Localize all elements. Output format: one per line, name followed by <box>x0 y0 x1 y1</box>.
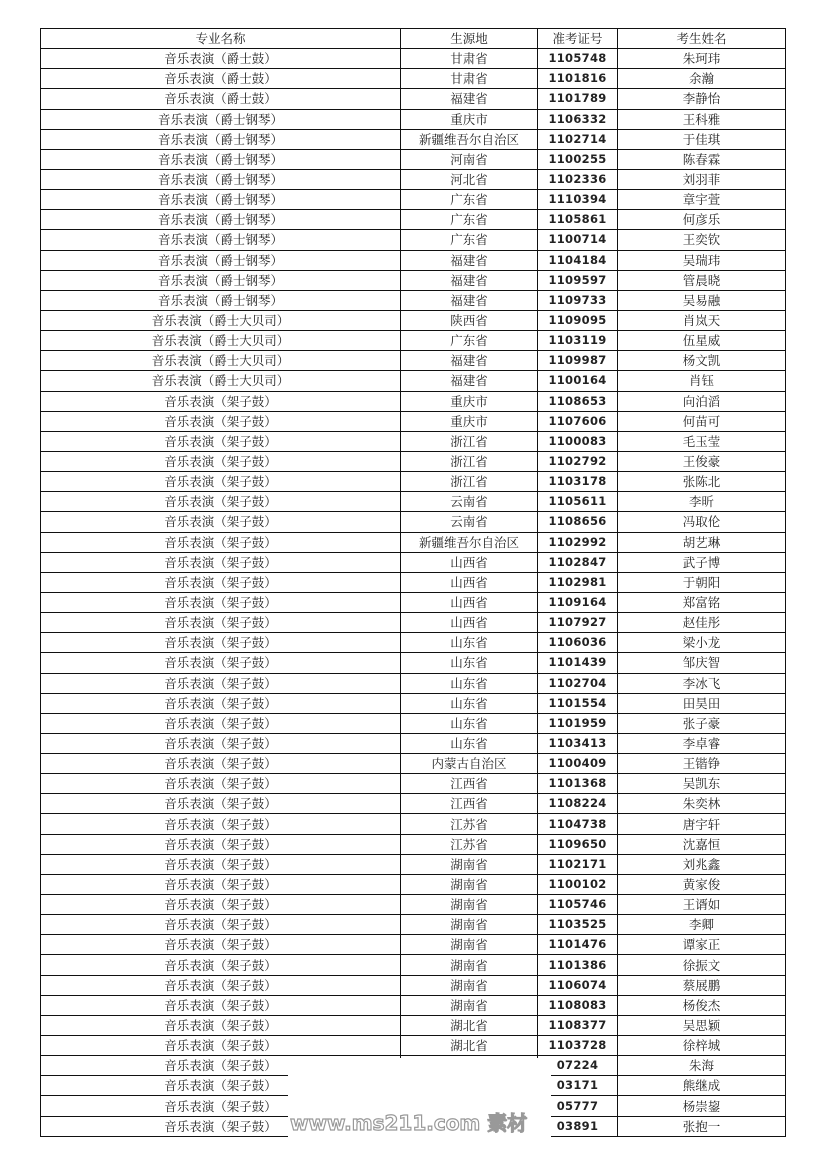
cell-exam-id: 1109650 <box>538 834 618 854</box>
cell-exam-id: 1103525 <box>538 915 618 935</box>
cell-major: 音乐表演（架子鼓） <box>41 572 401 592</box>
cell-origin: 河南省 <box>401 149 538 169</box>
cell-major: 音乐表演（架子鼓） <box>41 935 401 955</box>
cell-origin: 浙江省 <box>401 451 538 471</box>
cell-exam-id: 1103178 <box>538 472 618 492</box>
cell-origin: 重庆市 <box>401 391 538 411</box>
cell-origin: 甘肃省 <box>401 69 538 89</box>
cell-major: 音乐表演（架子鼓） <box>41 915 401 935</box>
cell-major: 音乐表演（爵士鼓） <box>41 69 401 89</box>
cell-major: 音乐表演（架子鼓） <box>41 1056 401 1076</box>
cell-major: 音乐表演（爵士钢琴） <box>41 109 401 129</box>
cell-origin: 湖南省 <box>401 854 538 874</box>
table-row <box>41 613 786 633</box>
cell-major: 音乐表演（爵士钢琴） <box>41 129 401 149</box>
table-row <box>41 451 786 471</box>
cell-student-name: 张抱一 <box>618 1116 786 1136</box>
cell-student-name: 刘羽菲 <box>618 169 786 189</box>
cell-major: 音乐表演（爵士鼓） <box>41 49 401 69</box>
cell-major: 音乐表演（架子鼓） <box>41 391 401 411</box>
table-row <box>41 169 786 189</box>
cell-exam-id: 1105748 <box>538 49 618 69</box>
cell-major: 音乐表演（爵士鼓） <box>41 89 401 109</box>
cell-exam-id: 1101386 <box>538 955 618 975</box>
cell-major: 音乐表演（架子鼓） <box>41 633 401 653</box>
cell-exam-id: 1100102 <box>538 874 618 894</box>
table-row <box>41 391 786 411</box>
cell-major: 音乐表演（架子鼓） <box>41 592 401 612</box>
cell-exam-id: 1103413 <box>538 733 618 753</box>
cell-exam-id: 1100409 <box>538 754 618 774</box>
cell-student-name: 梁小龙 <box>618 633 786 653</box>
cell-origin: 山西省 <box>401 613 538 633</box>
cell-exam-id: 03171 <box>538 1076 618 1096</box>
cell-major: 音乐表演（爵士钢琴） <box>41 250 401 270</box>
cell-student-name: 杨文凯 <box>618 351 786 371</box>
cell-major: 音乐表演（架子鼓） <box>41 1036 401 1056</box>
cell-major: 音乐表演（架子鼓） <box>41 874 401 894</box>
admission-list-table <box>40 28 786 1137</box>
cell-origin: 广东省 <box>401 210 538 230</box>
cell-exam-id: 1106036 <box>538 633 618 653</box>
cell-exam-id: 1101789 <box>538 89 618 109</box>
cell-exam-id: 1101959 <box>538 713 618 733</box>
table-row <box>41 230 786 250</box>
cell-student-name: 冯取伦 <box>618 512 786 532</box>
cell-student-name: 朱珂玮 <box>618 49 786 69</box>
cell-student-name: 蔡展鹏 <box>618 975 786 995</box>
table-row <box>41 854 786 874</box>
cell-exam-id: 1107606 <box>538 411 618 431</box>
cell-major: 音乐表演（架子鼓） <box>41 834 401 854</box>
cell-origin: 甘肃省 <box>401 49 538 69</box>
cell-exam-id: 1102981 <box>538 572 618 592</box>
table-row <box>41 834 786 854</box>
cell-exam-id: 1108653 <box>538 391 618 411</box>
cell-major: 音乐表演（架子鼓） <box>41 673 401 693</box>
table-row <box>41 331 786 351</box>
header-origin: 生源地 <box>401 29 538 49</box>
cell-origin: 湖南省 <box>401 935 538 955</box>
cell-origin: 山东省 <box>401 673 538 693</box>
cell-exam-id: 1108656 <box>538 512 618 532</box>
table-row <box>41 532 786 552</box>
cell-major: 音乐表演（架子鼓） <box>41 774 401 794</box>
cell-student-name: 于朝阳 <box>618 572 786 592</box>
cell-student-name: 武子博 <box>618 552 786 572</box>
cell-student-name: 王科雅 <box>618 109 786 129</box>
table-row <box>41 472 786 492</box>
cell-exam-id: 1102847 <box>538 552 618 572</box>
cell-major: 音乐表演（架子鼓） <box>41 814 401 834</box>
cell-student-name: 杨俊杰 <box>618 995 786 1015</box>
table-row <box>41 955 786 975</box>
cell-student-name: 胡艺琳 <box>618 532 786 552</box>
cell-exam-id: 1104738 <box>538 814 618 834</box>
table-row <box>41 89 786 109</box>
cell-exam-id: 1101554 <box>538 693 618 713</box>
cell-exam-id: 1108224 <box>538 794 618 814</box>
table-row <box>41 431 786 451</box>
table-row <box>41 935 786 955</box>
cell-major: 音乐表演（架子鼓） <box>41 733 401 753</box>
cell-exam-id: 1100083 <box>538 431 618 451</box>
cell-origin: 新疆维吾尔自治区 <box>401 532 538 552</box>
cell-origin: 云南省 <box>401 492 538 512</box>
cell-student-name: 张陈北 <box>618 472 786 492</box>
cell-exam-id: 1105861 <box>538 210 618 230</box>
cell-major: 音乐表演（架子鼓） <box>41 1076 401 1096</box>
cell-major: 音乐表演（架子鼓） <box>41 975 401 995</box>
cell-major: 音乐表演（爵士钢琴） <box>41 169 401 189</box>
cell-origin: 重庆市 <box>401 411 538 431</box>
cell-exam-id: 1102992 <box>538 532 618 552</box>
table-row <box>41 351 786 371</box>
cell-major: 音乐表演（爵士大贝司） <box>41 351 401 371</box>
cell-student-name: 朱海 <box>618 1056 786 1076</box>
table-row <box>41 975 786 995</box>
cell-major: 音乐表演（架子鼓） <box>41 451 401 471</box>
cell-origin: 福建省 <box>401 250 538 270</box>
table-row <box>41 693 786 713</box>
cell-exam-id: 1108377 <box>538 1015 618 1035</box>
cell-student-name: 王锴铮 <box>618 754 786 774</box>
cell-origin: 湖南省 <box>401 915 538 935</box>
cell-student-name: 邹庆智 <box>618 653 786 673</box>
table-row <box>41 592 786 612</box>
cell-origin: 江西省 <box>401 794 538 814</box>
cell-student-name: 李静怡 <box>618 89 786 109</box>
cell-student-name: 何苗可 <box>618 411 786 431</box>
cell-major: 音乐表演（爵士钢琴） <box>41 290 401 310</box>
cell-origin: 山东省 <box>401 693 538 713</box>
cell-origin: 云南省 <box>401 512 538 532</box>
cell-student-name: 李卓睿 <box>618 733 786 753</box>
table-row <box>41 874 786 894</box>
cell-exam-id: 1106332 <box>538 109 618 129</box>
cell-student-name: 唐宇轩 <box>618 814 786 834</box>
cell-origin: 江西省 <box>401 774 538 794</box>
table-row <box>41 794 786 814</box>
cell-student-name: 朱奕林 <box>618 794 786 814</box>
cell-origin: 山东省 <box>401 733 538 753</box>
cell-student-name: 杨崇鋆 <box>618 1096 786 1116</box>
cell-student-name: 刘兆鑫 <box>618 854 786 874</box>
table-row <box>41 310 786 330</box>
cell-major: 音乐表演（架子鼓） <box>41 431 401 451</box>
header-major: 专业名称 <box>41 29 401 49</box>
cell-student-name: 毛玉莹 <box>618 431 786 451</box>
cell-major: 音乐表演（架子鼓） <box>41 1015 401 1035</box>
cell-student-name: 李昕 <box>618 492 786 512</box>
table-row <box>41 713 786 733</box>
cell-origin: 湖南省 <box>401 995 538 1015</box>
cell-exam-id: 1109597 <box>538 270 618 290</box>
cell-exam-id: 1110394 <box>538 190 618 210</box>
table-row <box>41 49 786 69</box>
cell-student-name: 肖岚天 <box>618 310 786 330</box>
cell-exam-id: 1109987 <box>538 351 618 371</box>
cell-origin: 湖南省 <box>401 955 538 975</box>
cell-student-name: 李冰飞 <box>618 673 786 693</box>
cell-student-name: 徐梓城 <box>618 1036 786 1056</box>
cell-major: 音乐表演（架子鼓） <box>41 552 401 572</box>
cell-major: 音乐表演（架子鼓） <box>41 1116 401 1136</box>
cell-student-name: 余瀚 <box>618 69 786 89</box>
cell-major: 音乐表演（架子鼓） <box>41 955 401 975</box>
cell-exam-id: 1100714 <box>538 230 618 250</box>
table-row <box>41 653 786 673</box>
table-row <box>41 814 786 834</box>
cell-major: 音乐表演（架子鼓） <box>41 854 401 874</box>
cell-major: 音乐表演（爵士大贝司） <box>41 331 401 351</box>
cell-student-name: 徐振文 <box>618 955 786 975</box>
cell-student-name: 张子豪 <box>618 713 786 733</box>
cell-student-name: 王谞如 <box>618 895 786 915</box>
cell-origin: 广东省 <box>401 190 538 210</box>
cell-major: 音乐表演（爵士钢琴） <box>41 210 401 230</box>
header-row <box>41 29 786 49</box>
cell-exam-id: 1103119 <box>538 331 618 351</box>
cell-exam-id: 1108083 <box>538 995 618 1015</box>
cell-exam-id: 1100164 <box>538 371 618 391</box>
cell-major: 音乐表演（爵士钢琴） <box>41 190 401 210</box>
cell-student-name: 谭家正 <box>618 935 786 955</box>
cell-student-name: 于佳琪 <box>618 129 786 149</box>
cell-student-name: 肖钰 <box>618 371 786 391</box>
cell-origin: 山东省 <box>401 713 538 733</box>
cell-student-name: 吴易融 <box>618 290 786 310</box>
cell-student-name: 陈春霖 <box>618 149 786 169</box>
cell-major: 音乐表演（架子鼓） <box>41 713 401 733</box>
cell-major: 音乐表演（架子鼓） <box>41 532 401 552</box>
cell-major: 音乐表演（架子鼓） <box>41 895 401 915</box>
table-row <box>41 371 786 391</box>
table-row <box>41 149 786 169</box>
cell-major: 音乐表演（架子鼓） <box>41 693 401 713</box>
cell-origin: 浙江省 <box>401 472 538 492</box>
table-row <box>41 1036 786 1056</box>
cell-exam-id: 1102704 <box>538 673 618 693</box>
cell-origin: 山东省 <box>401 633 538 653</box>
cell-major: 音乐表演（爵士大贝司） <box>41 310 401 330</box>
cell-major: 音乐表演（架子鼓） <box>41 653 401 673</box>
cell-student-name: 王俊豪 <box>618 451 786 471</box>
header-exam-id: 准考证号 <box>538 29 618 49</box>
cell-major: 音乐表演（架子鼓） <box>41 411 401 431</box>
cell-origin: 福建省 <box>401 371 538 391</box>
cell-origin: 福建省 <box>401 89 538 109</box>
cell-major: 音乐表演（架子鼓） <box>41 512 401 532</box>
table-row <box>41 492 786 512</box>
cell-student-name: 吴凯东 <box>618 774 786 794</box>
table-row <box>41 633 786 653</box>
cell-student-name: 章宇萱 <box>618 190 786 210</box>
cell-origin: 陕西省 <box>401 310 538 330</box>
cell-exam-id: 1103728 <box>538 1036 618 1056</box>
cell-exam-id: 1100255 <box>538 149 618 169</box>
cell-major: 音乐表演（爵士钢琴） <box>41 149 401 169</box>
cell-exam-id: 1109095 <box>538 310 618 330</box>
cell-major: 音乐表演（架子鼓） <box>41 1096 401 1116</box>
cell-exam-id: 1102792 <box>538 451 618 471</box>
table-row <box>41 190 786 210</box>
cell-student-name: 王奕钦 <box>618 230 786 250</box>
cell-student-name: 何彦乐 <box>618 210 786 230</box>
cell-major: 音乐表演（架子鼓） <box>41 794 401 814</box>
cell-origin: 湖北省 <box>401 1036 538 1056</box>
header-student-name: 考生姓名 <box>618 29 786 49</box>
cell-exam-id: 1104184 <box>538 250 618 270</box>
cell-major: 音乐表演（架子鼓） <box>41 492 401 512</box>
cell-major: 音乐表演（架子鼓） <box>41 472 401 492</box>
cell-student-name: 吴瑞玮 <box>618 250 786 270</box>
cell-origin: 广东省 <box>401 230 538 250</box>
cell-origin: 山东省 <box>401 653 538 673</box>
table-row <box>41 774 786 794</box>
cell-origin: 山西省 <box>401 572 538 592</box>
watermark <box>288 1058 551 1141</box>
cell-student-name: 田昊田 <box>618 693 786 713</box>
table-row <box>41 109 786 129</box>
cell-origin: 河北省 <box>401 169 538 189</box>
watermark-text: www.ms211.com 素材 <box>290 1111 528 1135</box>
table-row <box>41 733 786 753</box>
cell-origin: 湖南省 <box>401 874 538 894</box>
cell-student-name: 李卿 <box>618 915 786 935</box>
cell-exam-id: 1105746 <box>538 895 618 915</box>
cell-exam-id: 1101816 <box>538 69 618 89</box>
cell-major: 音乐表演（架子鼓） <box>41 613 401 633</box>
cell-student-name: 郑富铭 <box>618 592 786 612</box>
cell-student-name: 沈嘉恒 <box>618 834 786 854</box>
cell-student-name: 管晨晓 <box>618 270 786 290</box>
table-row <box>41 512 786 532</box>
table-row <box>41 250 786 270</box>
cell-origin: 新疆维吾尔自治区 <box>401 129 538 149</box>
cell-origin: 江苏省 <box>401 834 538 854</box>
cell-exam-id: 1102171 <box>538 854 618 874</box>
table-row <box>41 673 786 693</box>
cell-student-name: 向泊滔 <box>618 391 786 411</box>
cell-major: 音乐表演（爵士钢琴） <box>41 270 401 290</box>
cell-exam-id: 1101476 <box>538 935 618 955</box>
cell-origin: 福建省 <box>401 351 538 371</box>
table-row <box>41 552 786 572</box>
table-row <box>41 572 786 592</box>
table-row <box>41 69 786 89</box>
cell-origin: 湖南省 <box>401 975 538 995</box>
cell-origin: 湖北省 <box>401 1015 538 1035</box>
cell-origin: 山西省 <box>401 552 538 572</box>
table-row <box>41 915 786 935</box>
cell-exam-id: 05777 <box>538 1096 618 1116</box>
table-row <box>41 895 786 915</box>
cell-major: 音乐表演（架子鼓） <box>41 995 401 1015</box>
cell-exam-id: 1102336 <box>538 169 618 189</box>
cell-student-name: 熊继成 <box>618 1076 786 1096</box>
cell-exam-id: 1107927 <box>538 613 618 633</box>
table-row <box>41 290 786 310</box>
cell-major: 音乐表演（爵士大贝司） <box>41 371 401 391</box>
cell-origin: 内蒙古自治区 <box>401 754 538 774</box>
table-row <box>41 270 786 290</box>
cell-student-name: 黄家俊 <box>618 874 786 894</box>
cell-major: 音乐表演（爵士钢琴） <box>41 230 401 250</box>
cell-origin: 浙江省 <box>401 431 538 451</box>
cell-exam-id: 1105611 <box>538 492 618 512</box>
cell-exam-id: 1109733 <box>538 290 618 310</box>
cell-origin: 福建省 <box>401 290 538 310</box>
cell-exam-id: 07224 <box>538 1056 618 1076</box>
cell-origin: 福建省 <box>401 270 538 290</box>
cell-exam-id: 03891 <box>538 1116 618 1136</box>
table-row <box>41 754 786 774</box>
cell-exam-id: 1106074 <box>538 975 618 995</box>
cell-student-name: 赵佳彤 <box>618 613 786 633</box>
cell-exam-id: 1101439 <box>538 653 618 673</box>
cell-origin: 江苏省 <box>401 814 538 834</box>
cell-major: 音乐表演（架子鼓） <box>41 754 401 774</box>
cell-student-name: 伍星威 <box>618 331 786 351</box>
table-row <box>41 129 786 149</box>
table-row <box>41 995 786 1015</box>
cell-exam-id: 1101368 <box>538 774 618 794</box>
table-row <box>41 210 786 230</box>
cell-origin: 湖南省 <box>401 895 538 915</box>
cell-origin: 山西省 <box>401 592 538 612</box>
cell-exam-id: 1102714 <box>538 129 618 149</box>
cell-exam-id: 1109164 <box>538 592 618 612</box>
cell-student-name: 吴思颖 <box>618 1015 786 1035</box>
table-row <box>41 1015 786 1035</box>
table-row <box>41 411 786 431</box>
cell-origin: 广东省 <box>401 331 538 351</box>
cell-origin: 重庆市 <box>401 109 538 129</box>
